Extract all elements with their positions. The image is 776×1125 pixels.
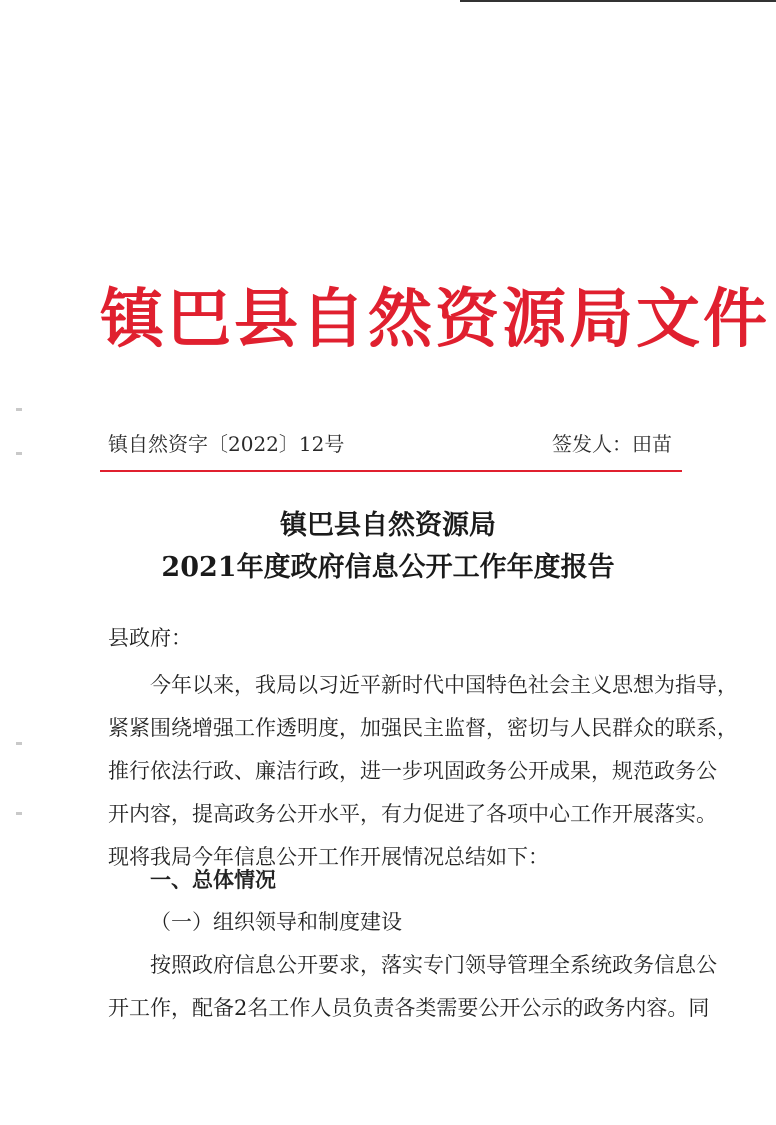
report-title-line2: 2021年度政府信息公开工作年度报告 <box>161 552 615 583</box>
subsection-heading: （一）组织领导和制度建设 <box>150 910 402 934</box>
top-edge-line <box>460 0 776 2</box>
red-divider <box>100 470 682 472</box>
section-heading: 一、总体情况 <box>150 868 276 892</box>
document-masthead: 镇巴县自然资源局文件 <box>100 282 770 357</box>
document-number: 镇自然资字〔2022〕12号 <box>108 432 345 456</box>
paragraph-line: 现将我局今年信息公开工作开展情况总结如下： <box>108 845 549 869</box>
scan-mark <box>16 408 22 411</box>
intro-paragraph <box>108 664 738 879</box>
paragraph-line: 开工作，配备2名工作人员负责各类需要公开公示的政务内容。同 <box>108 996 710 1020</box>
paragraph-line: 按照政府信息公开要求，落实专门领导管理全系统政务信息公 <box>150 953 717 977</box>
report-title-line1: 镇巴县自然资源局 <box>280 510 496 541</box>
scan-mark <box>16 812 22 815</box>
document-signer: 签发人：田苗 <box>552 432 672 456</box>
salutation: 县政府： <box>108 626 192 650</box>
paragraph-line: 今年以来，我局以习近平新时代中国特色社会主义思想为指导， <box>150 673 738 697</box>
scan-mark <box>16 742 22 745</box>
paragraph-line: 紧紧围绕增强工作透明度，加强民主监督，密切与人民群众的联系， <box>108 716 738 740</box>
scan-mark <box>16 452 22 455</box>
paragraph-line: 推行依法行政、廉洁行政，进一步巩固政务公开成果，规范政务公 <box>108 759 717 783</box>
section-paragraph <box>108 944 728 1030</box>
paragraph-line: 开内容，提高政务公开水平，有力促进了各项中心工作开展落实。 <box>108 802 717 826</box>
